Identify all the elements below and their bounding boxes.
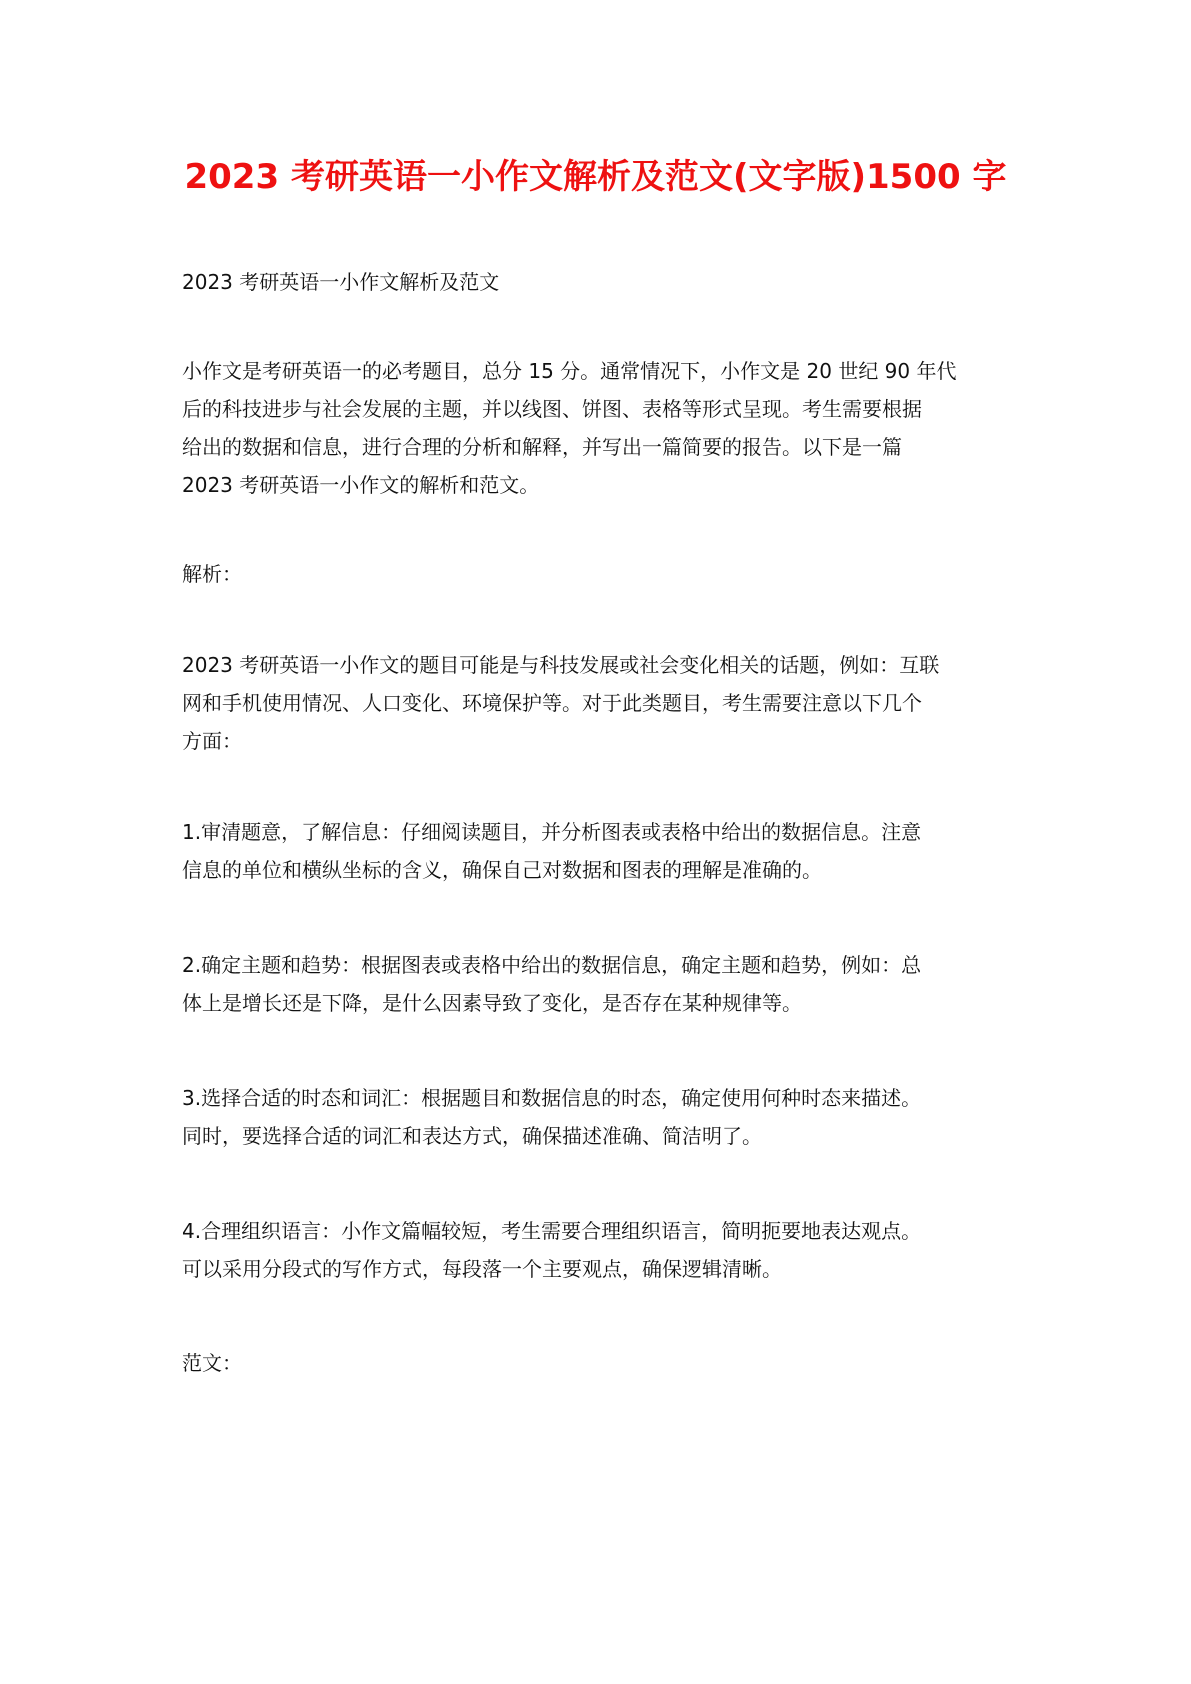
text-line: 2023 考研英语一小作文的题目可能是与科技发展或社会变化相关的话题，例如：互联: [182, 653, 940, 677]
text-line: 给出的数据和信息，进行合理的分析和解释，并写出一篇简要的报告。以下是一篇: [182, 435, 902, 459]
point-3-paragraph: [182, 1079, 1022, 1155]
point-2-paragraph: [182, 946, 1022, 1022]
text-line: 2.确定主题和趋势：根据图表或表格中给出的数据信息，确定主题和趋势，例如：总: [182, 953, 922, 977]
text-line: 4.合理组织语言：小作文篇幅较短，考生需要合理组织语言，简明扼要地表达观点。: [182, 1219, 922, 1243]
document-title: 2023 考研英语一小作文解析及范文(文字版)1500 字: [184, 157, 1007, 197]
text-line: 后的科技进步与社会发展的主题，并以线图、饼图、表格等形式呈现。考生需要根据: [182, 397, 922, 421]
text-line: 解析：: [182, 562, 242, 586]
point-4-paragraph: [182, 1212, 1022, 1288]
text-line: 3.选择合适的时态和词汇：根据题目和数据信息的时态，确定使用何种时态来描述。: [182, 1086, 922, 1110]
text-line: 同时，要选择合适的词汇和表达方式，确保描述准确、简洁明了。: [182, 1124, 762, 1148]
text-line: 方面：: [182, 729, 242, 753]
text-line: 网和手机使用情况、人口变化、环境保护等。对于此类题目，考生需要注意以下几个: [182, 691, 922, 715]
point-1-paragraph: [182, 813, 1022, 889]
intro-paragraph: [182, 352, 1022, 504]
sample-essay-heading: [182, 1344, 1022, 1382]
text-line: 1.审清题意，了解信息：仔细阅读题目，并分析图表或表格中给出的数据信息。注意: [182, 820, 922, 844]
analysis-paragraph: [182, 646, 1022, 760]
subtitle-paragraph: [182, 263, 1022, 301]
text-line: 2023 考研英语一小作文的解析和范文。: [182, 473, 540, 497]
analysis-heading: [182, 555, 1022, 593]
text-line: 信息的单位和横纵坐标的含义，确保自己对数据和图表的理解是准确的。: [182, 858, 822, 882]
text-line: 范文：: [182, 1351, 242, 1375]
text-line: 2023 考研英语一小作文解析及范文: [182, 270, 500, 294]
text-line: 小作文是考研英语一的必考题目，总分 15 分。通常情况下，小作文是 20 世纪 90 年代: [182, 359, 957, 383]
text-line: 可以采用分段式的写作方式，每段落一个主要观点，确保逻辑清晰。: [182, 1257, 782, 1281]
text-line: 体上是增长还是下降，是什么因素导致了变化，是否存在某种规律等。: [182, 991, 802, 1015]
